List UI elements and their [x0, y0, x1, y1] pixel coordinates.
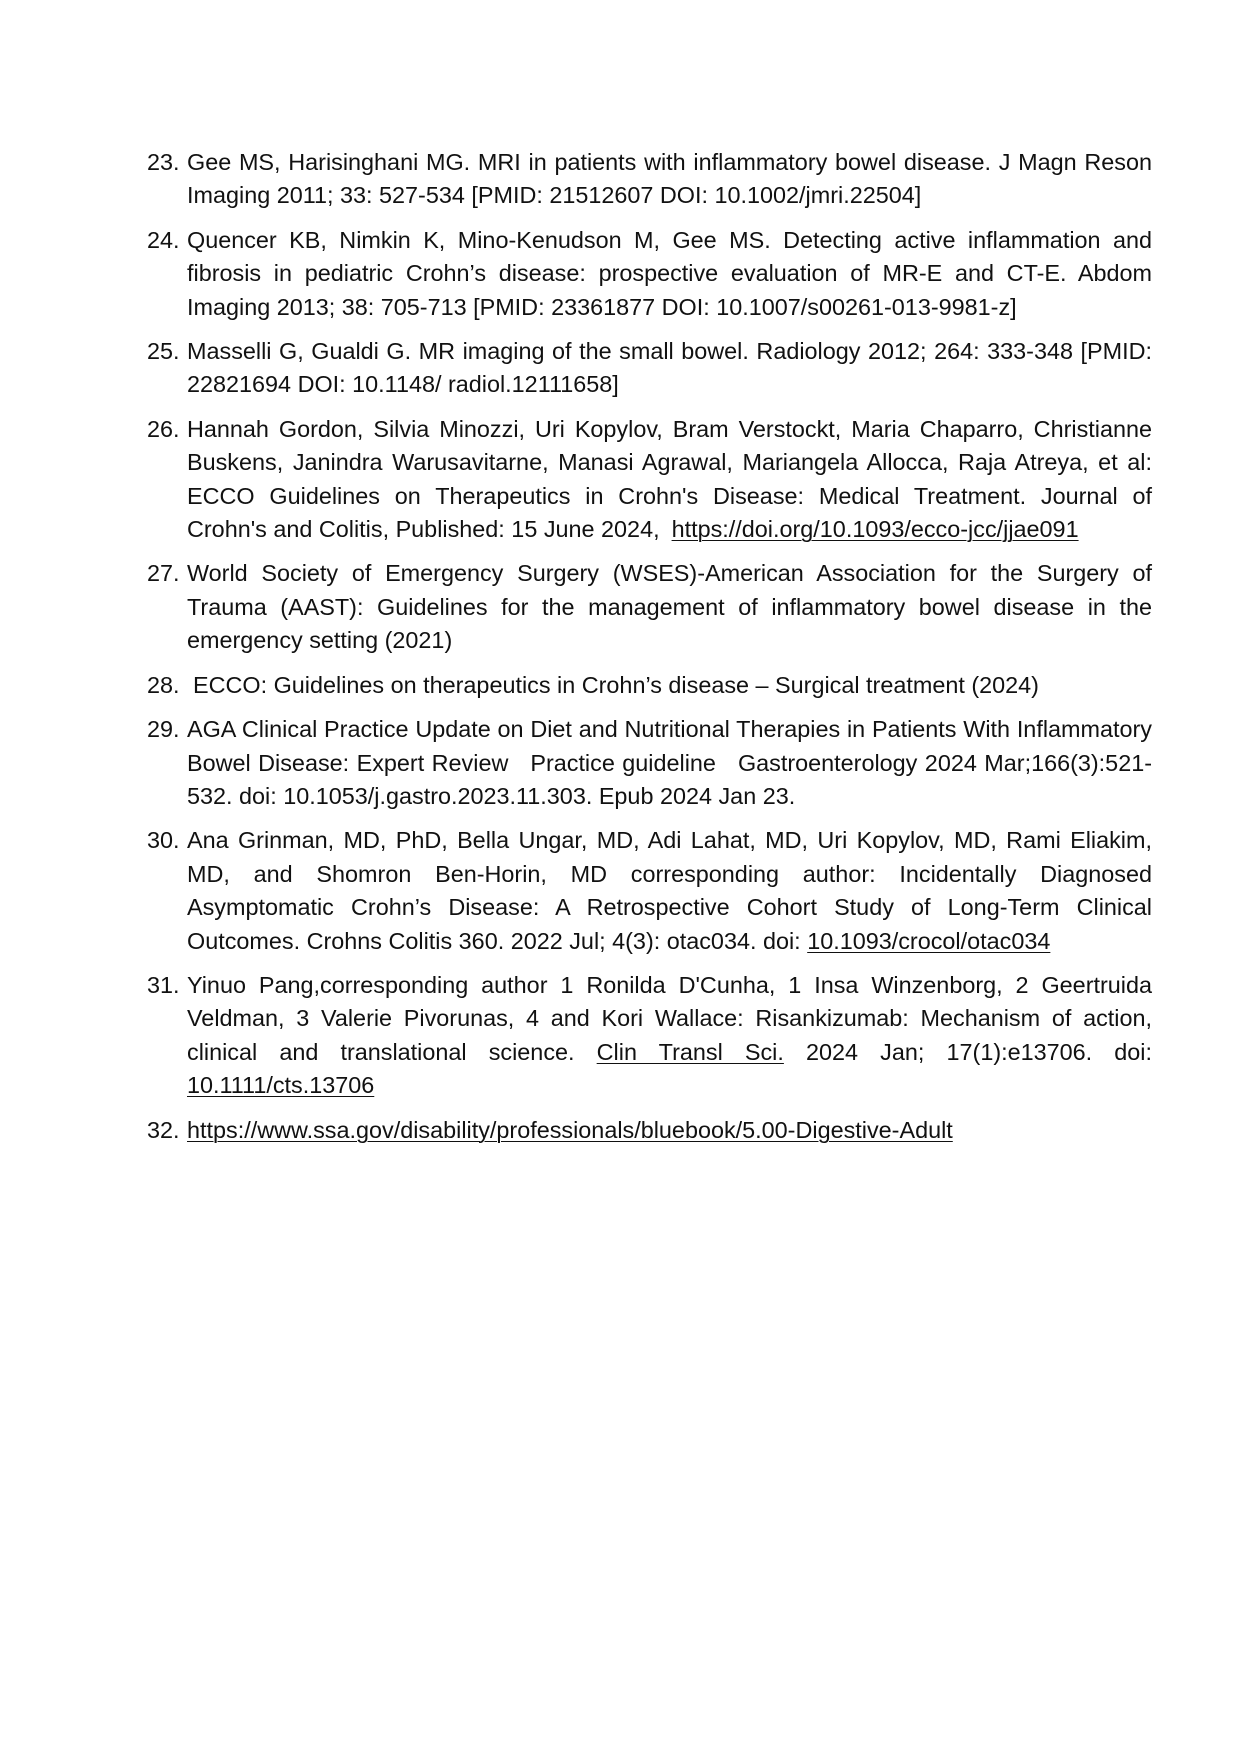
reference-text-main: Ana Grinman, MD, PhD, Bella Ungar, MD, Adi Lahat, MD, Uri Kopylov, MD, Rami Eliakim, MD, and Shomron Ben-Horin, MD corresponding author: Incidentally Diagnosed Asymptomatic Crohn’s Disease: A Retrospective Cohort Study of Long-Term Clinical Outcomes. Crohns Colitis 360. 2022 Jul; 4(3): otac034. doi:: [187, 827, 1152, 954]
reference-text-part-b: Practice guideline: [530, 749, 716, 776]
reference-number: 24.: [147, 226, 180, 253]
reference-number: 32.: [147, 1116, 180, 1143]
reference-item-32: [147, 1114, 1152, 1147]
reference-text-main: Hannah Gordon, Silvia Minozzi, Uri Kopylov, Bram Verstockt, Maria Chaparro, Christianne Buskens, Janindra Warusavitarne, Manasi Agrawal, Mariangela Allocca, Raja Atreya, et al: ECCO Guidelines on Therapeutics in Crohn's Disease: Medical Treatment. Journal of Crohn's and Colitis, Published: 15 June 2024,: [187, 415, 1152, 543]
reference-text: Masselli G, Gualdi G. MR imaging of the small bowel. Radiology 2012; 264: 333-348 [PMID: 22821694 DOI: 10.1148/ radiol.12111658]: [187, 338, 1152, 398]
reference-text-secondary: 2024 Jan; 17(1):e13706. doi:: [806, 1038, 1152, 1065]
reference-text: Quencer KB, Nimkin K, Mino-Kenudson M, Gee MS. Detecting active inflammation and fibrosis in pediatric Crohn’s disease: prospective evaluation of MR-E and CT-E. Abdom Imaging 2013; 38: 705-713 [PMID: 23361877 DOI: 10.1007/s00261-013-9981-z]: [187, 226, 1152, 320]
reference-item-24: [147, 224, 1152, 324]
reference-text: ECCO: Guidelines on therapeutics in Crohn’s disease – Surgical treatment (2024): [193, 671, 1039, 698]
reference-number: 30.: [147, 827, 180, 854]
journal-link[interactable]: Clin Transl Sci.: [596, 1038, 784, 1065]
reference-number: 26.: [147, 415, 180, 442]
doi-link[interactable]: https://doi.org/10.1093/ecco-jcc/jjae091: [671, 516, 1079, 543]
reference-text: [187, 827, 1152, 953]
reference-text: [187, 416, 1152, 542]
reference-number: 25.: [147, 338, 180, 365]
reference-text: [187, 716, 1152, 809]
reference-number: 23.: [147, 149, 180, 175]
reference-text: [187, 1117, 953, 1143]
reference-text: [187, 972, 1152, 1098]
doi-link[interactable]: 10.1111/cts.13706: [187, 1072, 375, 1099]
reference-number: 29.: [147, 716, 180, 743]
reference-item-27: [147, 557, 1152, 657]
reference-text: World Society of Emergency Surgery (WSES)-American Association for the Surgery of Trauma (AAST): Guidelines for the management of inflammatory bowel disease in the emergency setting (2021): [187, 560, 1152, 654]
reference-item-26: [147, 413, 1152, 547]
reference-item-23: [147, 146, 1152, 213]
url-link[interactable]: https://www.ssa.gov/disability/professionals/bluebook/5.00-Digestive-Adult: [187, 1116, 953, 1143]
reference-item-30: [147, 824, 1152, 958]
reference-number: 28.: [147, 671, 180, 698]
reference-list: [147, 146, 1152, 1158]
reference-text-part-c: Gastroenterology 2024 Mar;166(3):521-532. doi: 10.1053/j.gastro.2023.11.303. Epub 2024 Jan 23.: [187, 749, 1152, 809]
reference-item-31: [147, 969, 1152, 1103]
reference-item-25: [147, 335, 1152, 402]
reference-text-main: Yinuo Pang,corresponding author 1 Ronilda D'Cunha, 1 Insa Winzenborg, 2 Geertruida Veldman, 3 Valerie Pivorunas, 4 and Kori Wallace: Risankizumab: Mechanism of action, clinical and translational science.: [187, 971, 1152, 1065]
reference-text-part-a: AGA Clinical Practice Update on Diet and Nutritional Therapies in Patients With Inflammatory Bowel Disease: Expert Review: [187, 716, 1152, 776]
reference-number: 31.: [147, 971, 180, 998]
reference-number: 27.: [147, 560, 180, 587]
reference-item-29: [147, 713, 1152, 813]
reference-item-28: [147, 669, 1152, 702]
reference-text: Gee MS, Harisinghani MG. MRI in patients with inflammatory bowel disease. J Magn Reson Imaging 2011; 33: 527-534 [PMID: 21512607 DOI: 10.1002/jmri.22504]: [187, 149, 1152, 209]
doi-link[interactable]: 10.1093/crocol/otac034: [807, 927, 1051, 954]
